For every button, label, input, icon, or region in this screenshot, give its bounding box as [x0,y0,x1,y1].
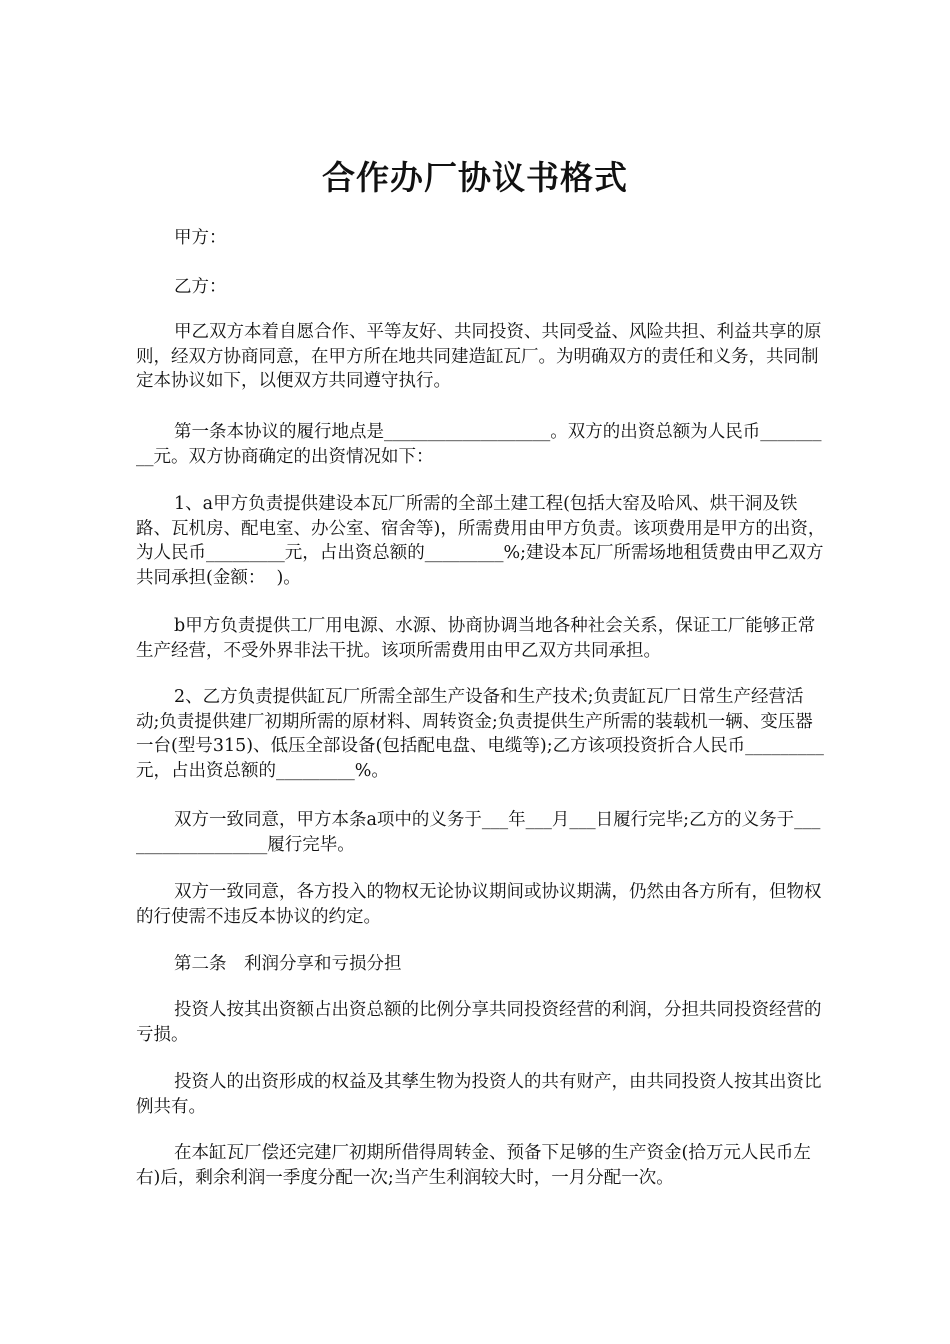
preamble-paragraph: 甲乙双方本着自愿合作、平等友好、共同投资、共同受益、风险共担、利益共享的原则，经双方协商同意，在甲方所在地共同建造缸瓦厂。为明确双方的责任和义务，共同制定本协议如下，以便双方共同遵守执行。 [136,322,822,391]
clause-1a-paragraph: 1、a甲方负责提供建设本瓦厂所需的全部土建工程(包括大窑及哈风、烘干洞及铁路、瓦机房、配电室、办公室、宿舍等)，所需费用由甲方负责。该项费用是甲方的出资，为人民币_________元，占出资总额的_________%;建设本瓦厂所需场地租赁费由甲乙双方共同承担(金额： )。 [136,494,826,588]
party-b-line: 乙方： [174,277,227,297]
article-2-heading: 第二条 利润分享和亏损分担 [174,954,402,974]
document-title: 合作办厂协议书格式 [322,158,628,197]
obligation-deadline-paragraph: 双方一致同意，甲方本条a项中的义务于___年___月___日履行完毕;乙方的义务于__________________履行完毕。 [136,810,821,855]
joint-property-paragraph: 投资人的出资形成的权益及其孳生物为投资人的共有财产，由共同投资人按其出资比例共有。 [136,1072,822,1117]
article-1-paragraph: 第一条本协议的履行地点是___________________。双方的出资总额为人民币_________元。双方协商确定的出资情况如下： [136,422,822,467]
profit-sharing-paragraph: 投资人按其出资额占出资总额的比例分享共同投资经营的利润，分担共同投资经营的亏损。 [136,1000,822,1045]
property-rights-paragraph: 双方一致同意，各方投入的物权无论协议期间或协议期满，仍然由各方所有，但物权的行使需不违反本协议的约定。 [136,882,822,927]
clause-1b-paragraph: b甲方负责提供工厂用电源、水源、协商协调当地各种社会关系，保证工厂能够正常生产经营，不受外界非法干扰。该项所需费用由甲乙双方共同承担。 [136,616,816,661]
profit-distribution-paragraph: 在本缸瓦厂偿还完建厂初期所借得周转金、预备下足够的生产资金(拾万元人民币左右)后，剩余利润一季度分配一次;当产生利润较大时，一月分配一次。 [136,1143,811,1188]
clause-2-paragraph: 2、乙方负责提供缸瓦厂所需全部生产设备和生产技术;负责缸瓦厂日常生产经营活动;负责提供建厂初期所需的原材料、周转资金;负责提供生产所需的装载机一辆、变压器一台(型号315)、低压全部设备(包括配电盘、电缆等);乙方该项投资折合人民币_________元，占出资总额的_________%。 [136,687,824,781]
party-a-line: 甲方： [174,228,227,248]
